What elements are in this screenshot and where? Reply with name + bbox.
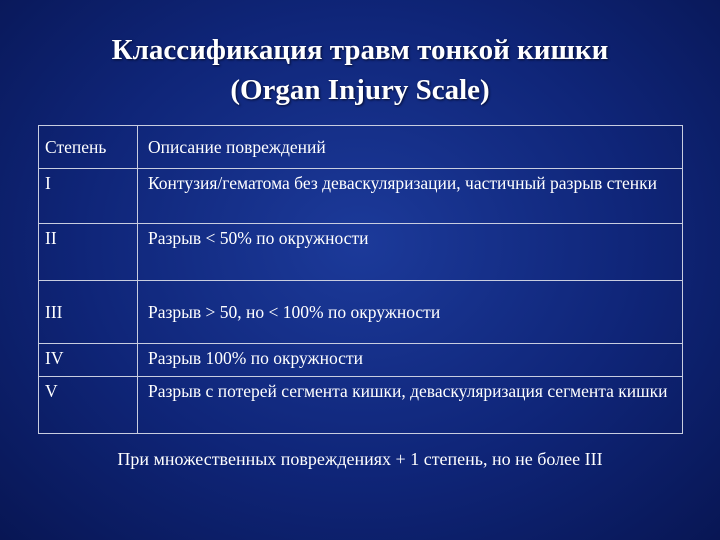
header-description: Описание повреждений xyxy=(138,126,683,169)
table-row xyxy=(39,169,683,224)
description-cell: Разрыв < 50% по окружности xyxy=(138,224,683,281)
slide-title xyxy=(0,30,720,110)
title-line-2: (Organ Injury Scale) xyxy=(230,74,490,106)
description-cell: Разрыв 100% по окружности xyxy=(138,344,683,377)
table-row xyxy=(39,281,683,344)
grade-cell: II xyxy=(39,224,138,281)
header-grade: Степень xyxy=(39,126,138,169)
grade-cell: IV xyxy=(39,344,138,377)
title-line-1: Классификация травм тонкой кишки xyxy=(111,34,609,66)
table-row xyxy=(39,224,683,281)
description-cell: Контузия/гематома без деваскуляризации, частичный разрыв стенки xyxy=(138,169,683,224)
table-row xyxy=(39,344,683,377)
footnote: При множественных повреждениях + 1 степень, но не более III xyxy=(117,449,603,469)
grade-cell: III xyxy=(39,281,138,344)
description-cell: Разрыв с потерей сегмента кишки, деваскуляризация сегмента кишки xyxy=(138,377,683,434)
grade-cell: I xyxy=(39,169,138,224)
description-cell: Разрыв > 50, но < 100% по окружности xyxy=(138,281,683,344)
grade-cell: V xyxy=(39,377,138,434)
table-row xyxy=(39,377,683,434)
injury-scale-table xyxy=(38,125,683,434)
table-header-row xyxy=(39,126,683,169)
